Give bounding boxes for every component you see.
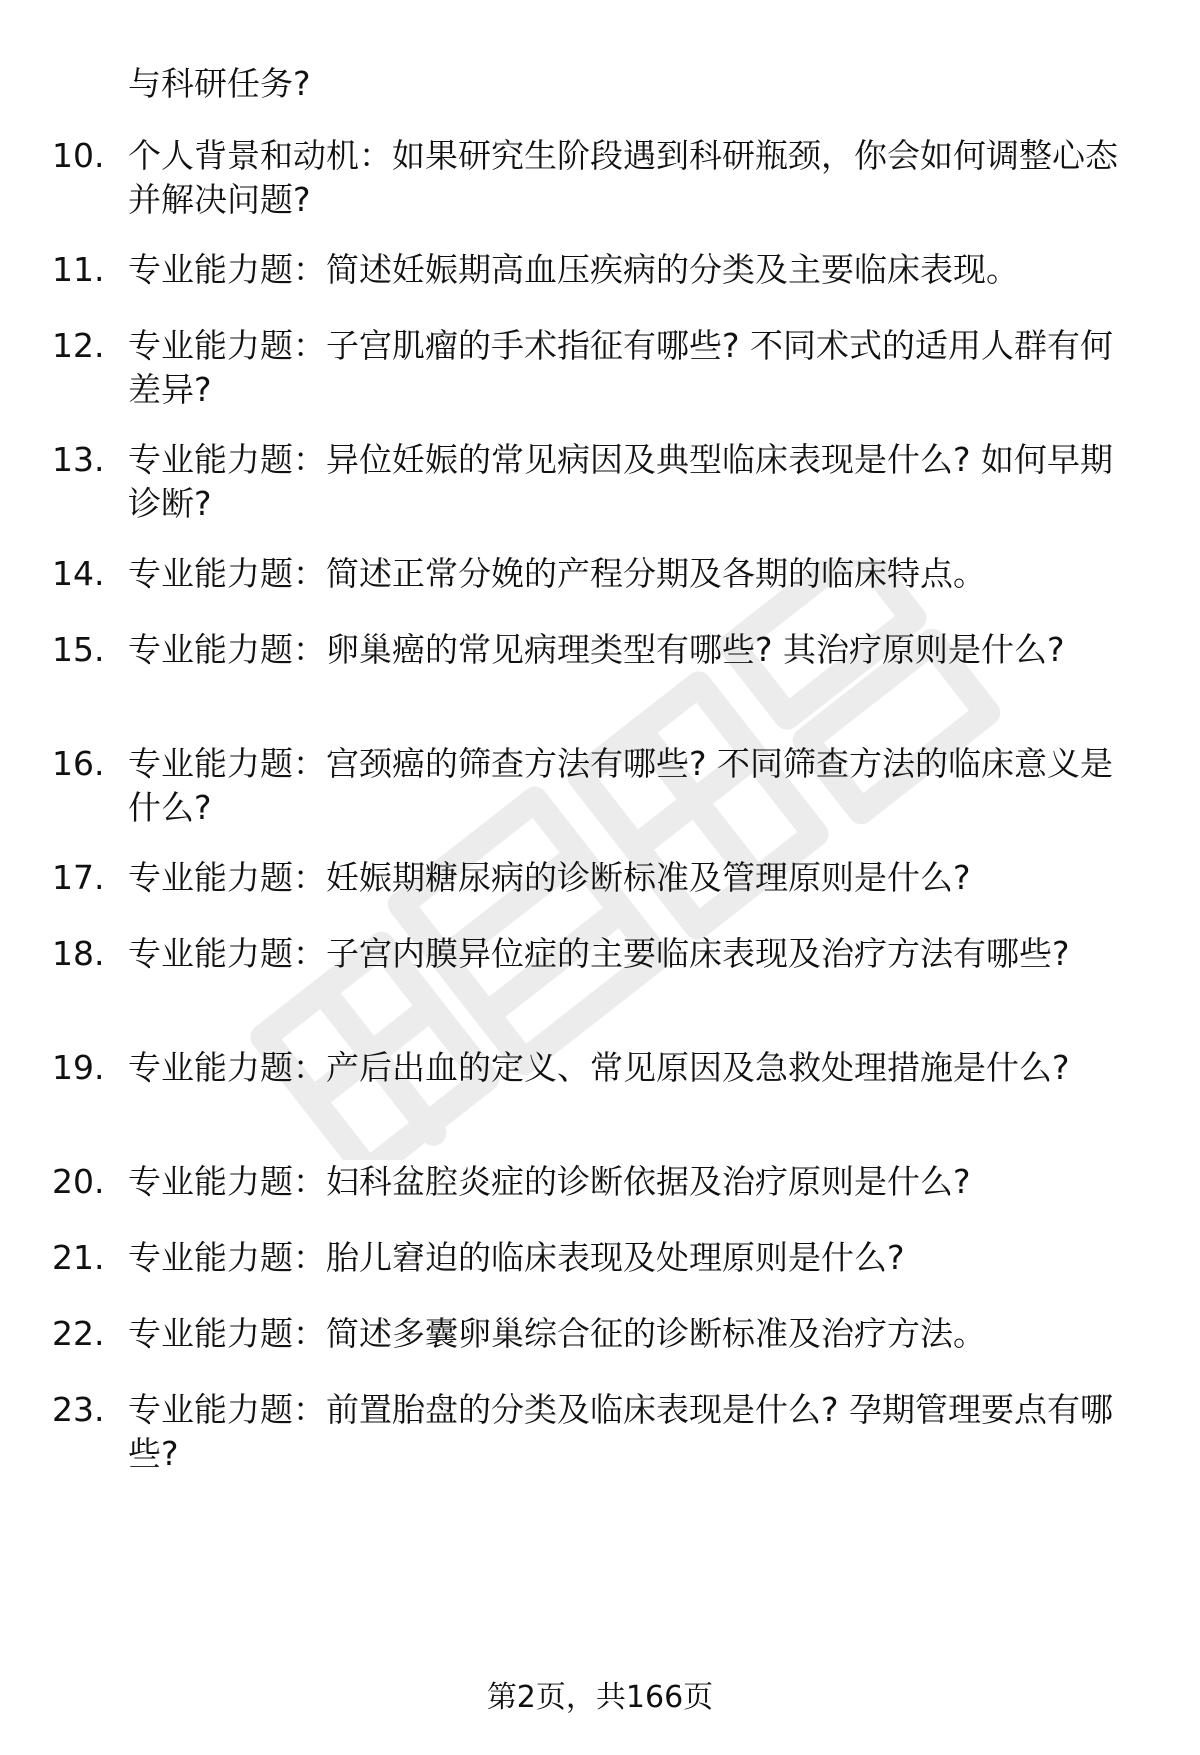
question-text: 个人背景和动机：如果研究生阶段遇到科研瓶颈，你会如何调整心态并解决问题? — [128, 136, 1118, 219]
question-number: 17. — [52, 858, 105, 897]
question-number: 14. — [52, 554, 105, 593]
question-text: 专业能力题：简述多囊卵巢综合征的诊断标准及治疗方法。 — [128, 1314, 986, 1353]
question-number: 23. — [52, 1390, 105, 1429]
question-number: 19. — [52, 1048, 105, 1087]
question-text: 专业能力题：胎儿窘迫的临床表现及处理原则是什么? — [128, 1238, 905, 1277]
question-text: 专业能力题：异位妊娠的常见病因及典型临床表现是什么? 如何早期诊断? — [128, 440, 1114, 523]
question-number: 21. — [52, 1238, 105, 1277]
question-number: 22. — [52, 1314, 105, 1353]
question-number: 11. — [52, 250, 105, 289]
question-text: 专业能力题：简述正常分娩的产程分期及各期的临床特点。 — [128, 554, 986, 593]
question-text: 专业能力题：子宫肌瘤的手术指征有哪些? 不同术式的适用人群有何差异? — [128, 326, 1114, 409]
question-number: 10. — [52, 136, 105, 175]
question-number: 16. — [52, 744, 105, 783]
question-number: 20. — [52, 1162, 105, 1201]
question-text: 专业能力题：宫颈癌的筛查方法有哪些? 不同筛查方法的临床意义是什么? — [128, 744, 1114, 827]
question-text: 专业能力题：妊娠期糖尿病的诊断标准及管理原则是什么? — [128, 858, 971, 897]
page-footer: 第2页，共166页 — [486, 1680, 714, 1715]
question-number: 15. — [52, 630, 105, 669]
continued-question-text: 与科研任务? — [128, 64, 311, 103]
question-text: 专业能力题：妇科盆腔炎症的诊断依据及治疗原则是什么? — [128, 1162, 971, 1201]
question-text: 专业能力题：子宫内膜异位症的主要临床表现及治疗方法有哪些? — [128, 934, 1070, 973]
question-text: 专业能力题：产后出血的定义、常见原因及急救处理措施是什么? — [128, 1048, 1070, 1087]
question-text: 专业能力题：卵巢癌的常见病理类型有哪些? 其治疗原则是什么? — [128, 630, 1065, 669]
question-text: 专业能力题：简述妊娠期高血压疾病的分类及主要临床表现。 — [128, 250, 1019, 289]
question-number: 13. — [52, 440, 105, 479]
question-number: 18. — [52, 934, 105, 973]
question-text: 专业能力题：前置胎盘的分类及临床表现是什么? 孕期管理要点有哪些? — [128, 1390, 1114, 1473]
question-number: 12. — [52, 326, 105, 365]
